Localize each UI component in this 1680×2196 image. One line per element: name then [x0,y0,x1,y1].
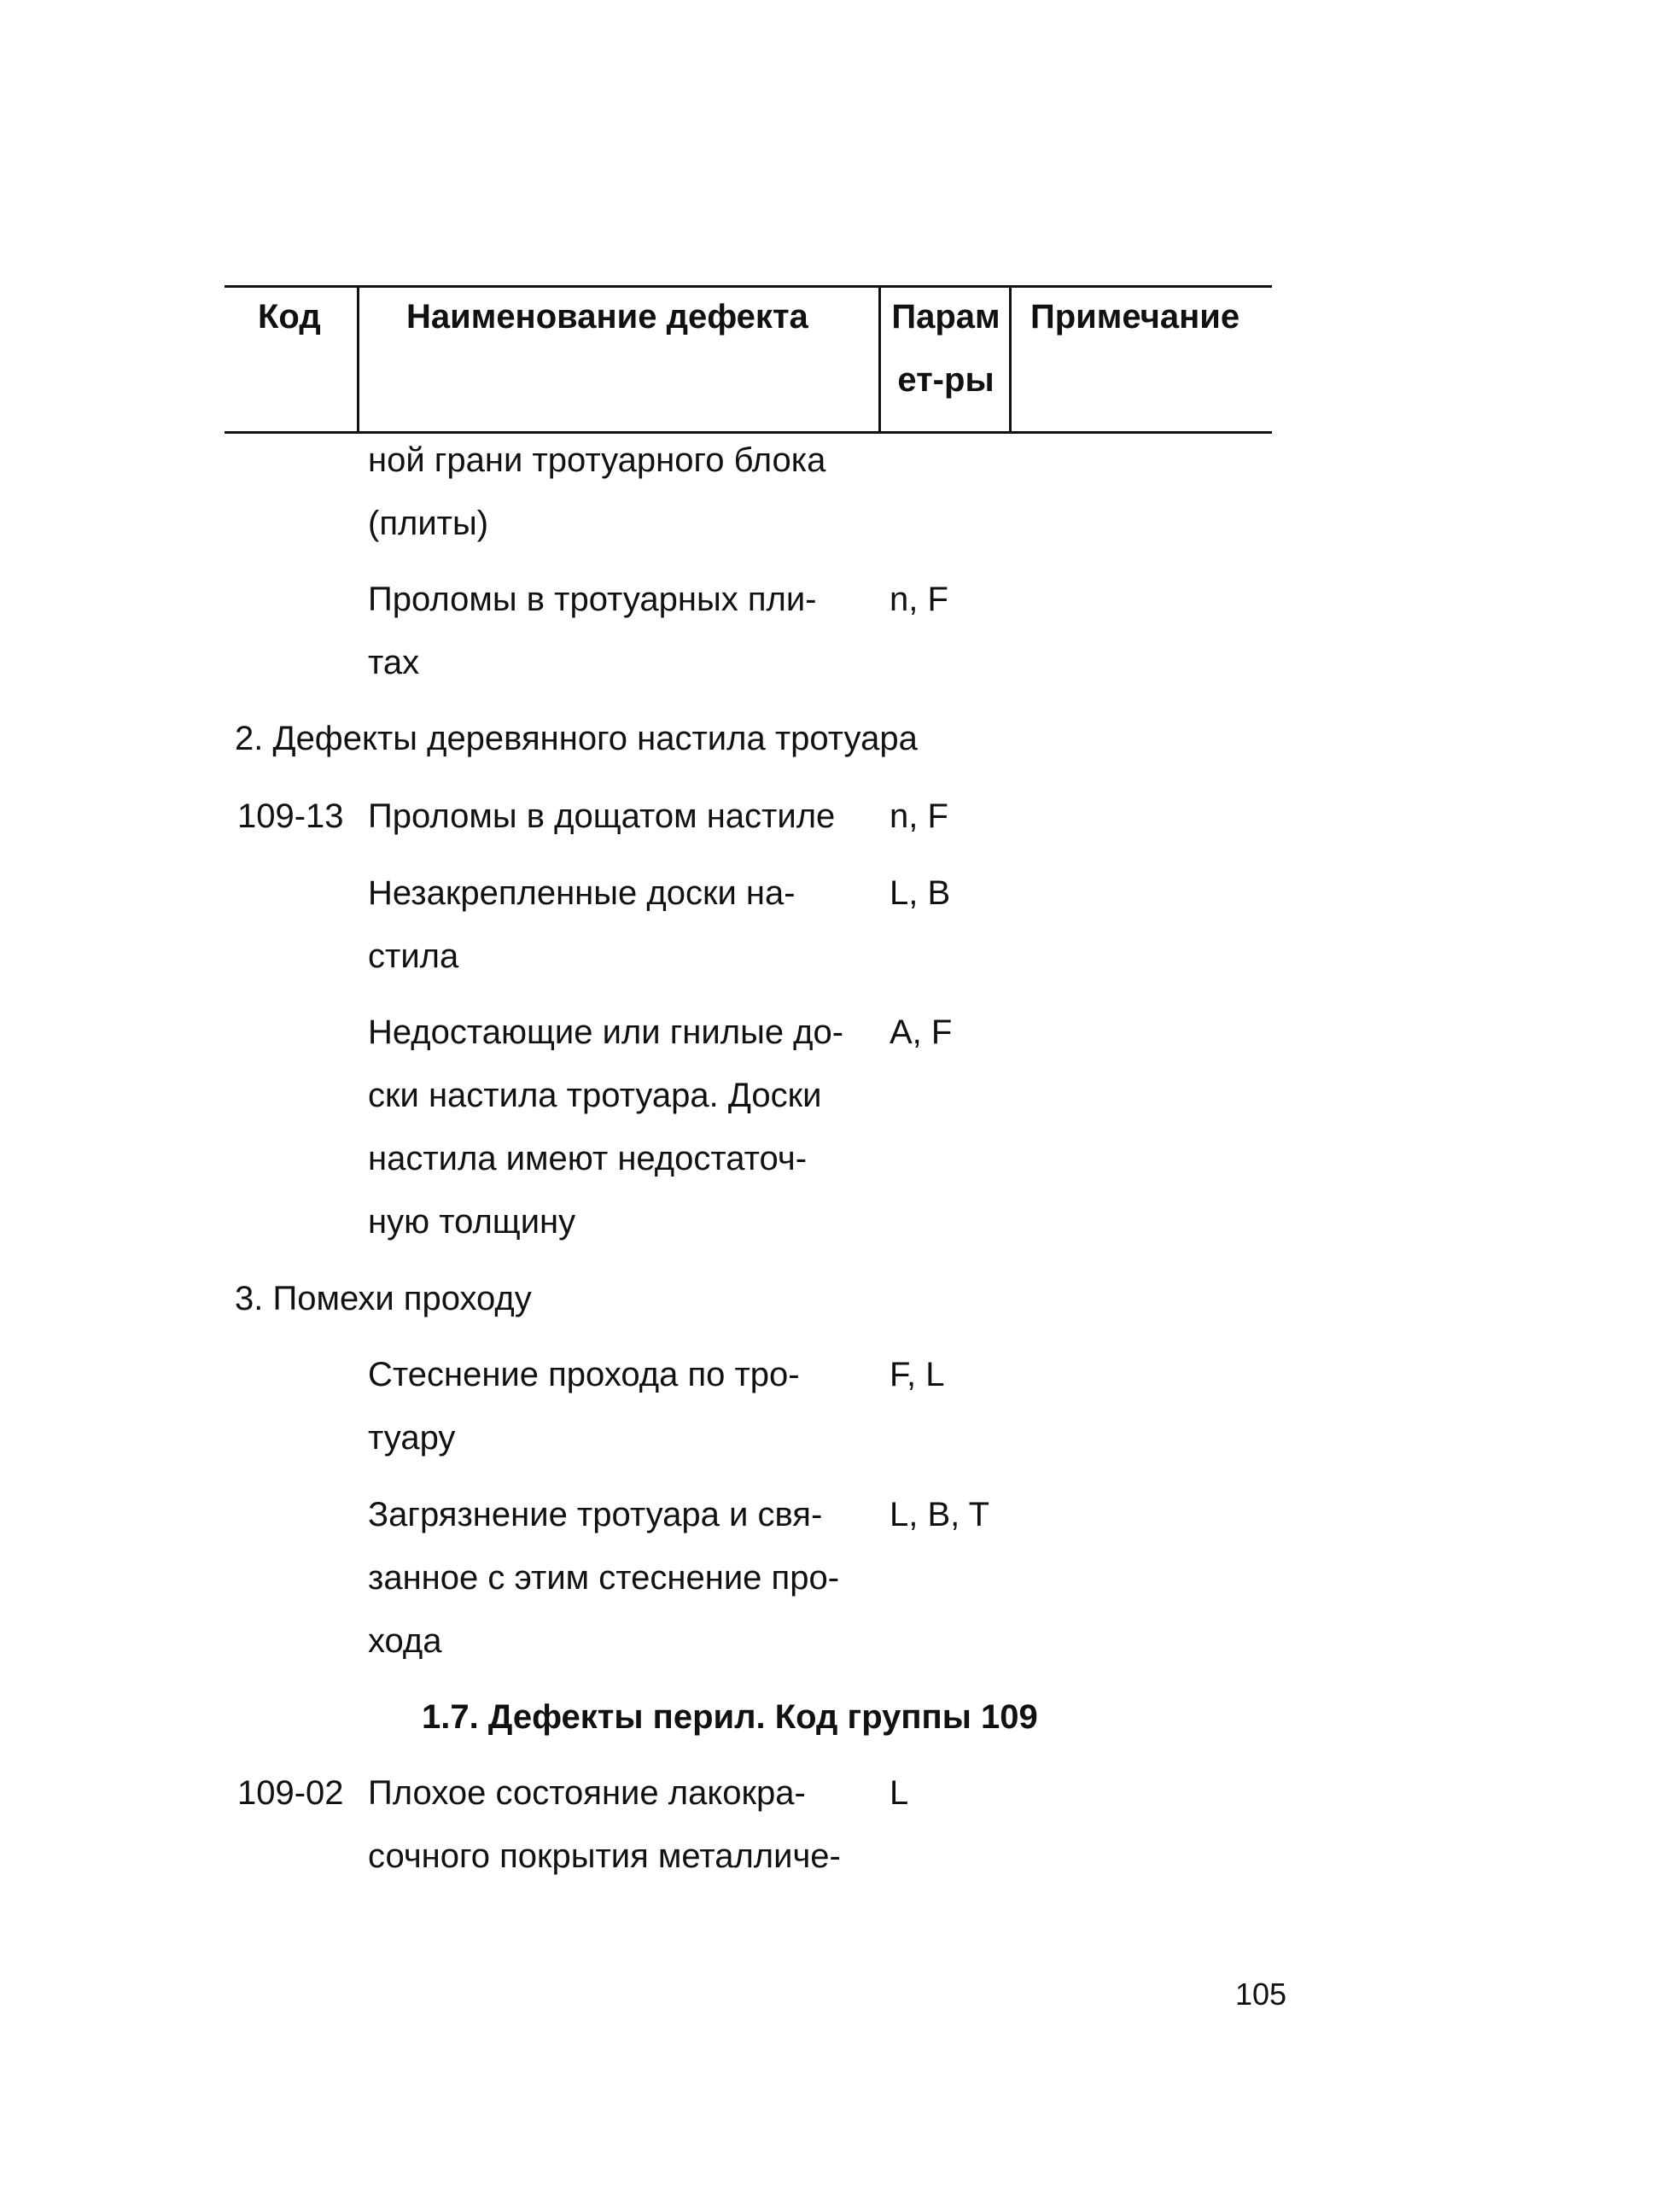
defect-name [368,1761,841,1888]
defect-name-line: (плиты) [368,505,489,542]
header-divider [357,285,359,432]
defect-params: n, F [890,581,948,618]
defect-name-line: туару [368,1419,456,1457]
header-parameters [887,285,1005,412]
section-heading: 3. Помехи проходу [235,1280,532,1317]
defect-code: 109-02 [237,1774,344,1812]
defect-name-line: Стеснение прохода по тро- [368,1356,800,1393]
defect-name-line: Недостающие или гнилые до- [368,1013,844,1051]
defect-name-line: сочного покрытия металличе- [368,1837,841,1875]
defect-params: F, L [890,1356,945,1393]
defect-name [368,568,817,694]
defect-code: 109-13 [237,797,344,835]
group-title: 1.7. Дефекты перил. Код группы 109 [422,1698,1038,1736]
header-note: Примечание [1030,298,1240,336]
header-divider [1009,285,1012,432]
header-divider [878,285,881,432]
defect-params: n, F [890,797,948,835]
header-defect-name: Наименование дефекта [406,298,808,336]
defect-name [368,1483,839,1673]
defect-name-line: тах [368,644,420,681]
defect-name [368,861,796,988]
defect-name-line: ной грани тротуарного блока [368,441,826,479]
header-code: Код [258,298,321,336]
defect-params: L, B, T [890,1496,990,1533]
defect-name-line: Незакрепленные доски на- [368,874,796,912]
defect-name [368,1343,800,1469]
defect-name [368,429,825,555]
defect-name-line: занное с этим стеснение про- [368,1559,840,1597]
header-parameters-line2: ет-ры [897,361,995,399]
defect-name-line: ски настила тротуара. Доски [368,1077,822,1114]
defect-name-line: Плохое состояние лакокра- [368,1774,806,1812]
defect-name-line: хода [368,1622,442,1660]
defect-name-line: Проломы в тротуарных пли- [368,581,817,618]
defect-name: Проломы в дощатом настиле [368,797,836,835]
defect-name [368,1001,843,1253]
defect-params: L [890,1774,909,1812]
defect-params: A, F [890,1013,953,1051]
defect-name-line: Загрязнение тротуара и свя- [368,1496,823,1533]
section-heading: 2. Дефекты деревянного настила тротуара [235,720,918,757]
header-parameters-line1: Парам [891,298,1000,336]
defect-params: L, B [890,874,951,912]
defect-name-line: ную толщину [368,1203,576,1241]
defect-name-line: стила [368,937,459,975]
defect-name-line: настила имеют недостаточ- [368,1140,808,1177]
page-number: 105 [1235,1977,1287,2012]
